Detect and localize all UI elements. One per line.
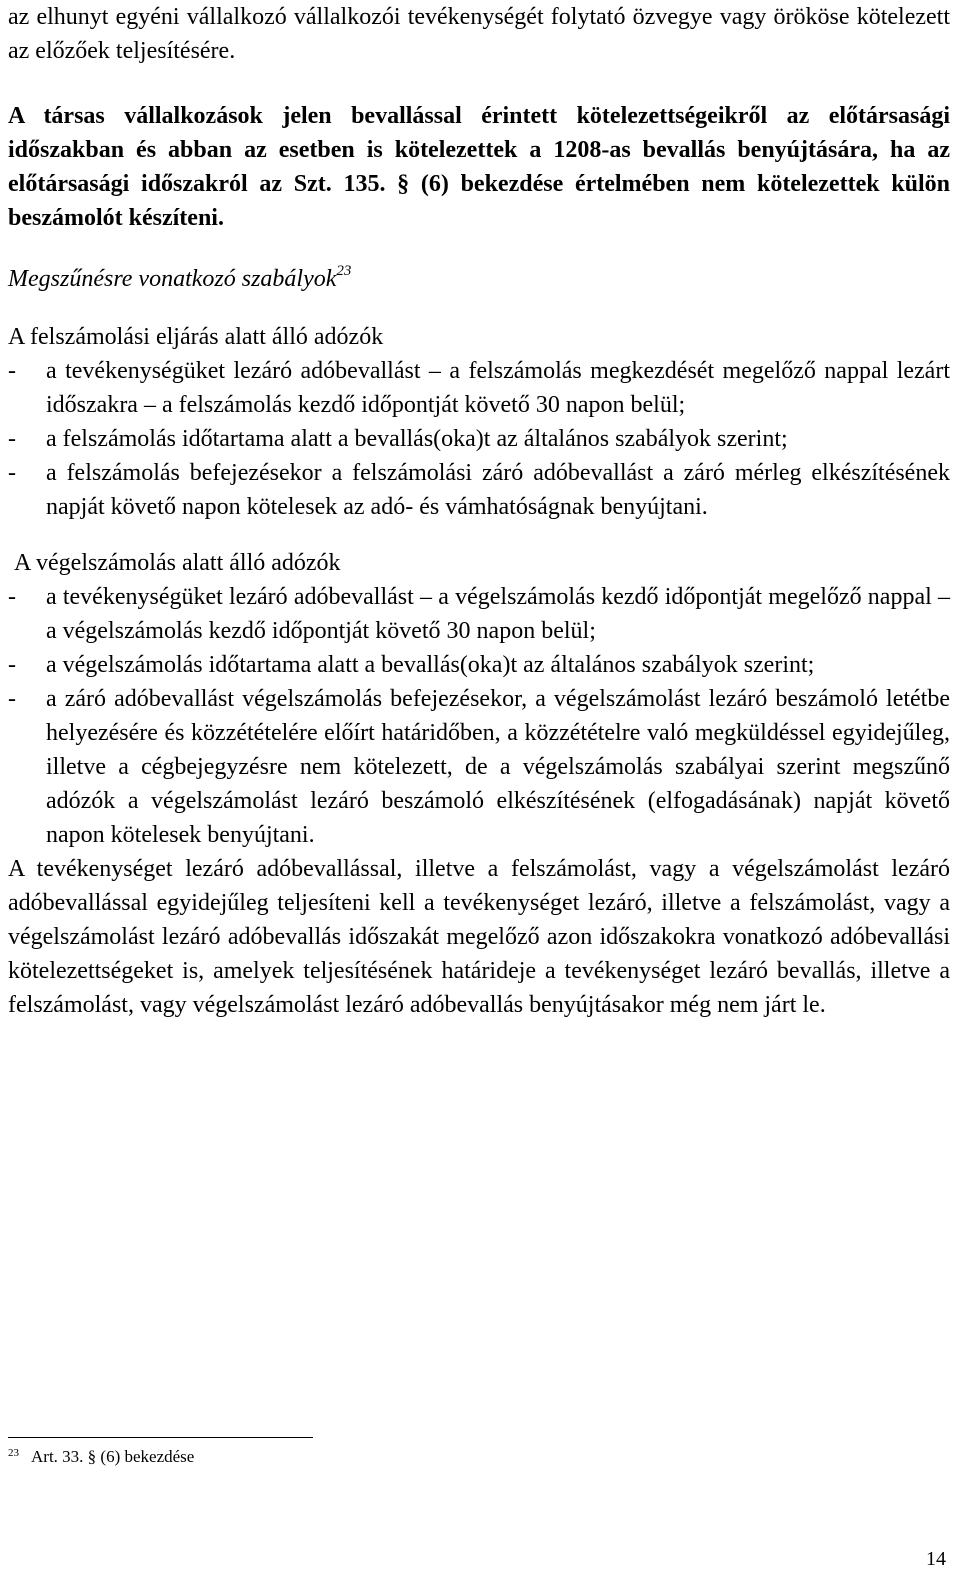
footnote-reference: 23 bbox=[336, 263, 352, 279]
dash-marker: - bbox=[8, 426, 16, 452]
list-item-text: a végelszámolás időtartama alatt a bevallás(oka)t az általános szabályok szerint; bbox=[46, 652, 815, 678]
footnote-text: Art. 33. § (6) bekezdése bbox=[31, 1447, 195, 1466]
liquidation-list bbox=[8, 354, 950, 524]
bold-paragraph: A társas vállalkozások jelen bevallással érintett kötelezettségeikről az előtársasági időszakban és abban az esetben is kötelezettek a 1208-as bevallás benyújtására, ha az előtársasági időszakról az Szt. 135. § (6) bekezdése értelmében nem kötelezettek külön beszámolót készíteni. bbox=[8, 103, 950, 231]
dash-marker: - bbox=[8, 686, 16, 712]
list-item-text: a záró adóbevallást végelszámolás befejezésekor, a végelszámolást lezáró beszámoló letétbe helyezésére és közzétételére előírt határidőben, a közzétételre való megküldéssel egyidejűleg, illetve a cégbejegyzésre nem kötelezett, de a végelszámolás szabályai szerint megszűnő adózók a végelszámolást lezáró beszámoló elkészítésének (elfogadásának) napját követő napon kötelesek benyújtani. bbox=[46, 686, 950, 848]
page-number: 14 bbox=[926, 1548, 946, 1570]
dash-marker: - bbox=[8, 358, 16, 384]
voluntary-liquidation-title: A végelszámolás alatt álló adózók bbox=[14, 550, 341, 576]
list-item bbox=[8, 580, 950, 648]
liquidation-title: A felszámolási eljárás alatt álló adózók bbox=[8, 324, 384, 350]
section-heading-text: Megszűnésre vonatkozó szabályok bbox=[8, 266, 337, 292]
continuation-paragraph: az elhunyt egyéni vállalkozó vállalkozói tevékenységét folytató özvegye vagy örököse kötelezett az előzőek teljesítésére. bbox=[8, 4, 950, 64]
list-item bbox=[8, 456, 950, 524]
list-item-text: a tevékenységüket lezáró adóbevallást – a felszámolás megkezdését megelőző nappal lezárt időszakra – a felszámolás kezdő időpontját követő 30 napon belül; bbox=[46, 358, 950, 418]
footnote bbox=[8, 1446, 194, 1468]
list-item-text: a felszámolás befejezésekor a felszámolási záró adóbevallást a záró mérleg elkészítésének napját követő napon kötelesek az adó- és vámhatóságnak benyújtani. bbox=[46, 460, 950, 520]
list-item bbox=[8, 682, 950, 852]
dash-marker: - bbox=[8, 460, 16, 486]
dash-marker: - bbox=[8, 584, 16, 610]
list-item bbox=[8, 648, 950, 682]
list-item bbox=[8, 354, 950, 422]
footnote-divider bbox=[8, 1437, 313, 1438]
closing-paragraph: A tevékenységet lezáró adóbevallással, illetve a felszámolást, vagy a végelszámolást lezáró adóbevallással egyidejűleg teljesíteni kell a tevékenységet lezáró, illetve a felszámolást, vagy a végelszámolást lezáró adóbevallás időszakát megelőző azon időszakokra vonatkozó adóbevallási kötelezettségeket is, amelyek teljesítésének határideje a tevékenységet lezáró bevallás, illetve a felszámolást, vagy végelszámolást lezáró adóbevallás benyújtásakor még nem járt le. bbox=[8, 856, 950, 1018]
footnote-number: 23 bbox=[8, 1447, 19, 1459]
list-item bbox=[8, 422, 950, 456]
dash-marker: - bbox=[8, 652, 16, 678]
section-heading bbox=[8, 262, 950, 296]
document-page bbox=[8, 0, 950, 1022]
list-item-text: a tevékenységüket lezáró adóbevallást – a végelszámolás kezdő időpontját megelőző nappal – a végelszámolás kezdő időpontját követő 30 napon belül; bbox=[46, 584, 950, 644]
list-item-text: a felszámolás időtartama alatt a bevallás(oka)t az általános szabályok szerint; bbox=[46, 426, 788, 452]
voluntary-liquidation-list bbox=[8, 580, 950, 852]
